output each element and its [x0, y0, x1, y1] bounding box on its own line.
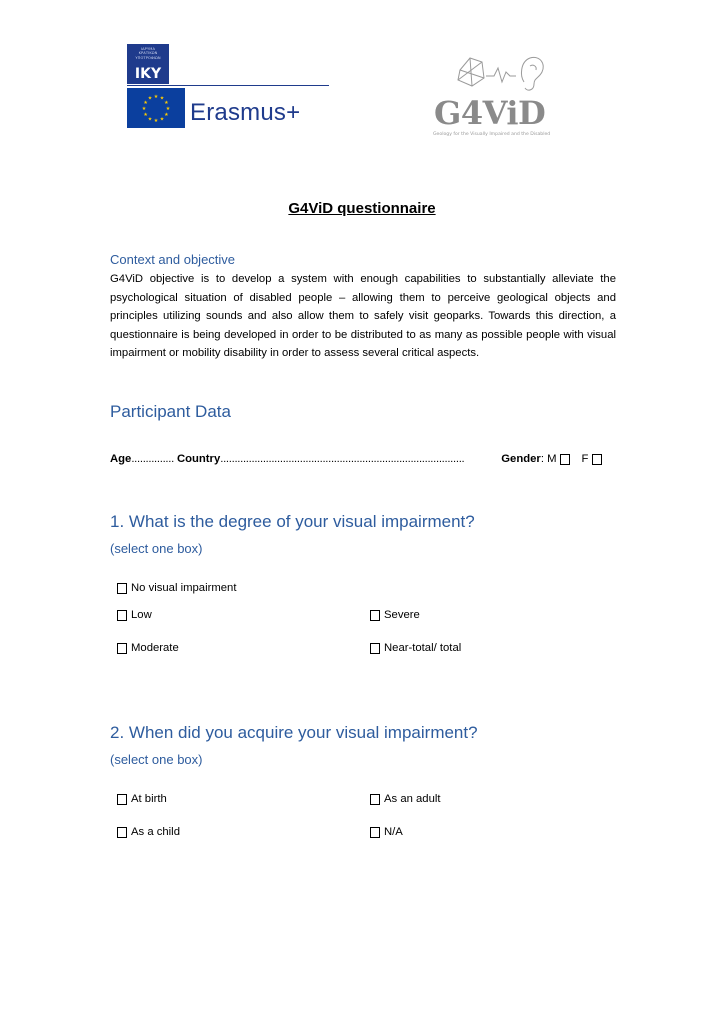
option-label: Moderate	[131, 642, 179, 654]
iky-line-3: ΥΠΟΤΡΟΦΙΩΝ	[135, 55, 161, 60]
age-field[interactable]: ...............	[131, 453, 174, 465]
q1-option-moderate[interactable]	[117, 642, 179, 654]
checkbox[interactable]	[370, 827, 380, 838]
option-label: No visual impairment	[131, 582, 237, 594]
g4vid-wordmark: G4ViD	[434, 94, 546, 132]
iky-logo	[127, 44, 169, 84]
svg-text:★: ★	[165, 106, 171, 112]
svg-text:★: ★	[153, 118, 159, 124]
checkbox[interactable]	[117, 827, 127, 838]
q1-note: (select one box)	[110, 541, 203, 556]
checkbox[interactable]	[370, 643, 380, 654]
q2-option-as-child[interactable]	[117, 826, 180, 838]
participant-data-line	[110, 453, 616, 465]
q2-note: (select one box)	[110, 752, 203, 767]
geology-ear-icon	[450, 52, 550, 96]
gender-female-label: F	[581, 453, 589, 465]
option-label: At birth	[131, 793, 167, 805]
age-label: Age	[110, 453, 132, 465]
checkbox[interactable]	[117, 643, 127, 654]
q1-option-severe[interactable]	[370, 609, 420, 621]
header-divider	[127, 85, 329, 86]
svg-text:★: ★	[159, 116, 165, 123]
option-label: N/A	[384, 826, 403, 838]
q2-option-na[interactable]	[370, 826, 403, 838]
svg-text:★: ★	[159, 95, 165, 102]
svg-text:★: ★	[164, 100, 169, 106]
svg-text:★: ★	[143, 112, 148, 118]
g4vid-logo	[430, 52, 566, 144]
option-label: Severe	[384, 609, 420, 621]
eu-flag-icon	[127, 88, 185, 128]
checkbox[interactable]	[117, 794, 127, 805]
iky-line-1: ΙΔΡΥΜΑ	[140, 47, 156, 51]
svg-text:★: ★	[147, 95, 153, 102]
checkbox[interactable]	[117, 583, 127, 594]
document-title: G4ViD questionnaire	[288, 200, 436, 217]
q2-heading: 2. When did you acquire your visual impairment?	[110, 723, 478, 742]
g4vid-tagline: Geology for the Visually Impaired and the Disabled	[433, 132, 551, 137]
gender-label: Gender	[501, 453, 541, 465]
checkbox[interactable]	[370, 794, 380, 805]
svg-text:★: ★	[143, 100, 148, 106]
gender-female-checkbox[interactable]	[592, 454, 602, 465]
iky-line-2: ΚΡΑΤΙΚΩΝ	[138, 51, 158, 56]
iky-label: IKY	[134, 66, 162, 82]
svg-text:★: ★	[147, 116, 153, 123]
q1-heading: 1. What is the degree of your visual impairment?	[110, 512, 475, 531]
checkbox[interactable]	[370, 610, 380, 621]
gender-male-label: : M	[540, 453, 557, 465]
erasmus-logo-text: Erasmus+	[190, 99, 301, 126]
country-label: Country	[176, 453, 221, 465]
q2-option-at-birth[interactable]	[117, 793, 167, 805]
option-label: As an adult	[384, 793, 441, 805]
iky-small-text	[127, 47, 169, 60]
country-field[interactable]: ......................................................................................	[220, 453, 465, 465]
svg-text:★: ★	[164, 112, 169, 118]
participant-heading: Participant Data	[110, 402, 231, 421]
context-heading: Context and objective	[110, 252, 236, 267]
option-label: Near-total/ total	[384, 642, 462, 654]
option-label: Low	[131, 609, 152, 621]
option-label: As a child	[131, 826, 180, 838]
context-paragraph: G4ViD objective is to develop a system with enough capabilities to substantially alleviate the psychological situation of disabled people – allowing them to perceive geological objects and principles utilizing sounds and also allow them to safely visit geoparks. Towards this direction, a questionnaire is being developed in order to be distributed to as many as possible people with visual impairment or mobility disability in order to assess several critical aspects.	[110, 273, 616, 359]
gender-male-checkbox[interactable]	[560, 454, 570, 465]
q1-option-near-total[interactable]	[370, 642, 461, 654]
q1-option-low[interactable]	[117, 609, 152, 621]
q2-option-as-adult[interactable]	[370, 793, 441, 805]
checkbox[interactable]	[117, 610, 127, 621]
q1-option-none[interactable]	[117, 582, 236, 594]
svg-text:★: ★	[141, 106, 147, 112]
svg-text:★: ★	[153, 94, 159, 100]
